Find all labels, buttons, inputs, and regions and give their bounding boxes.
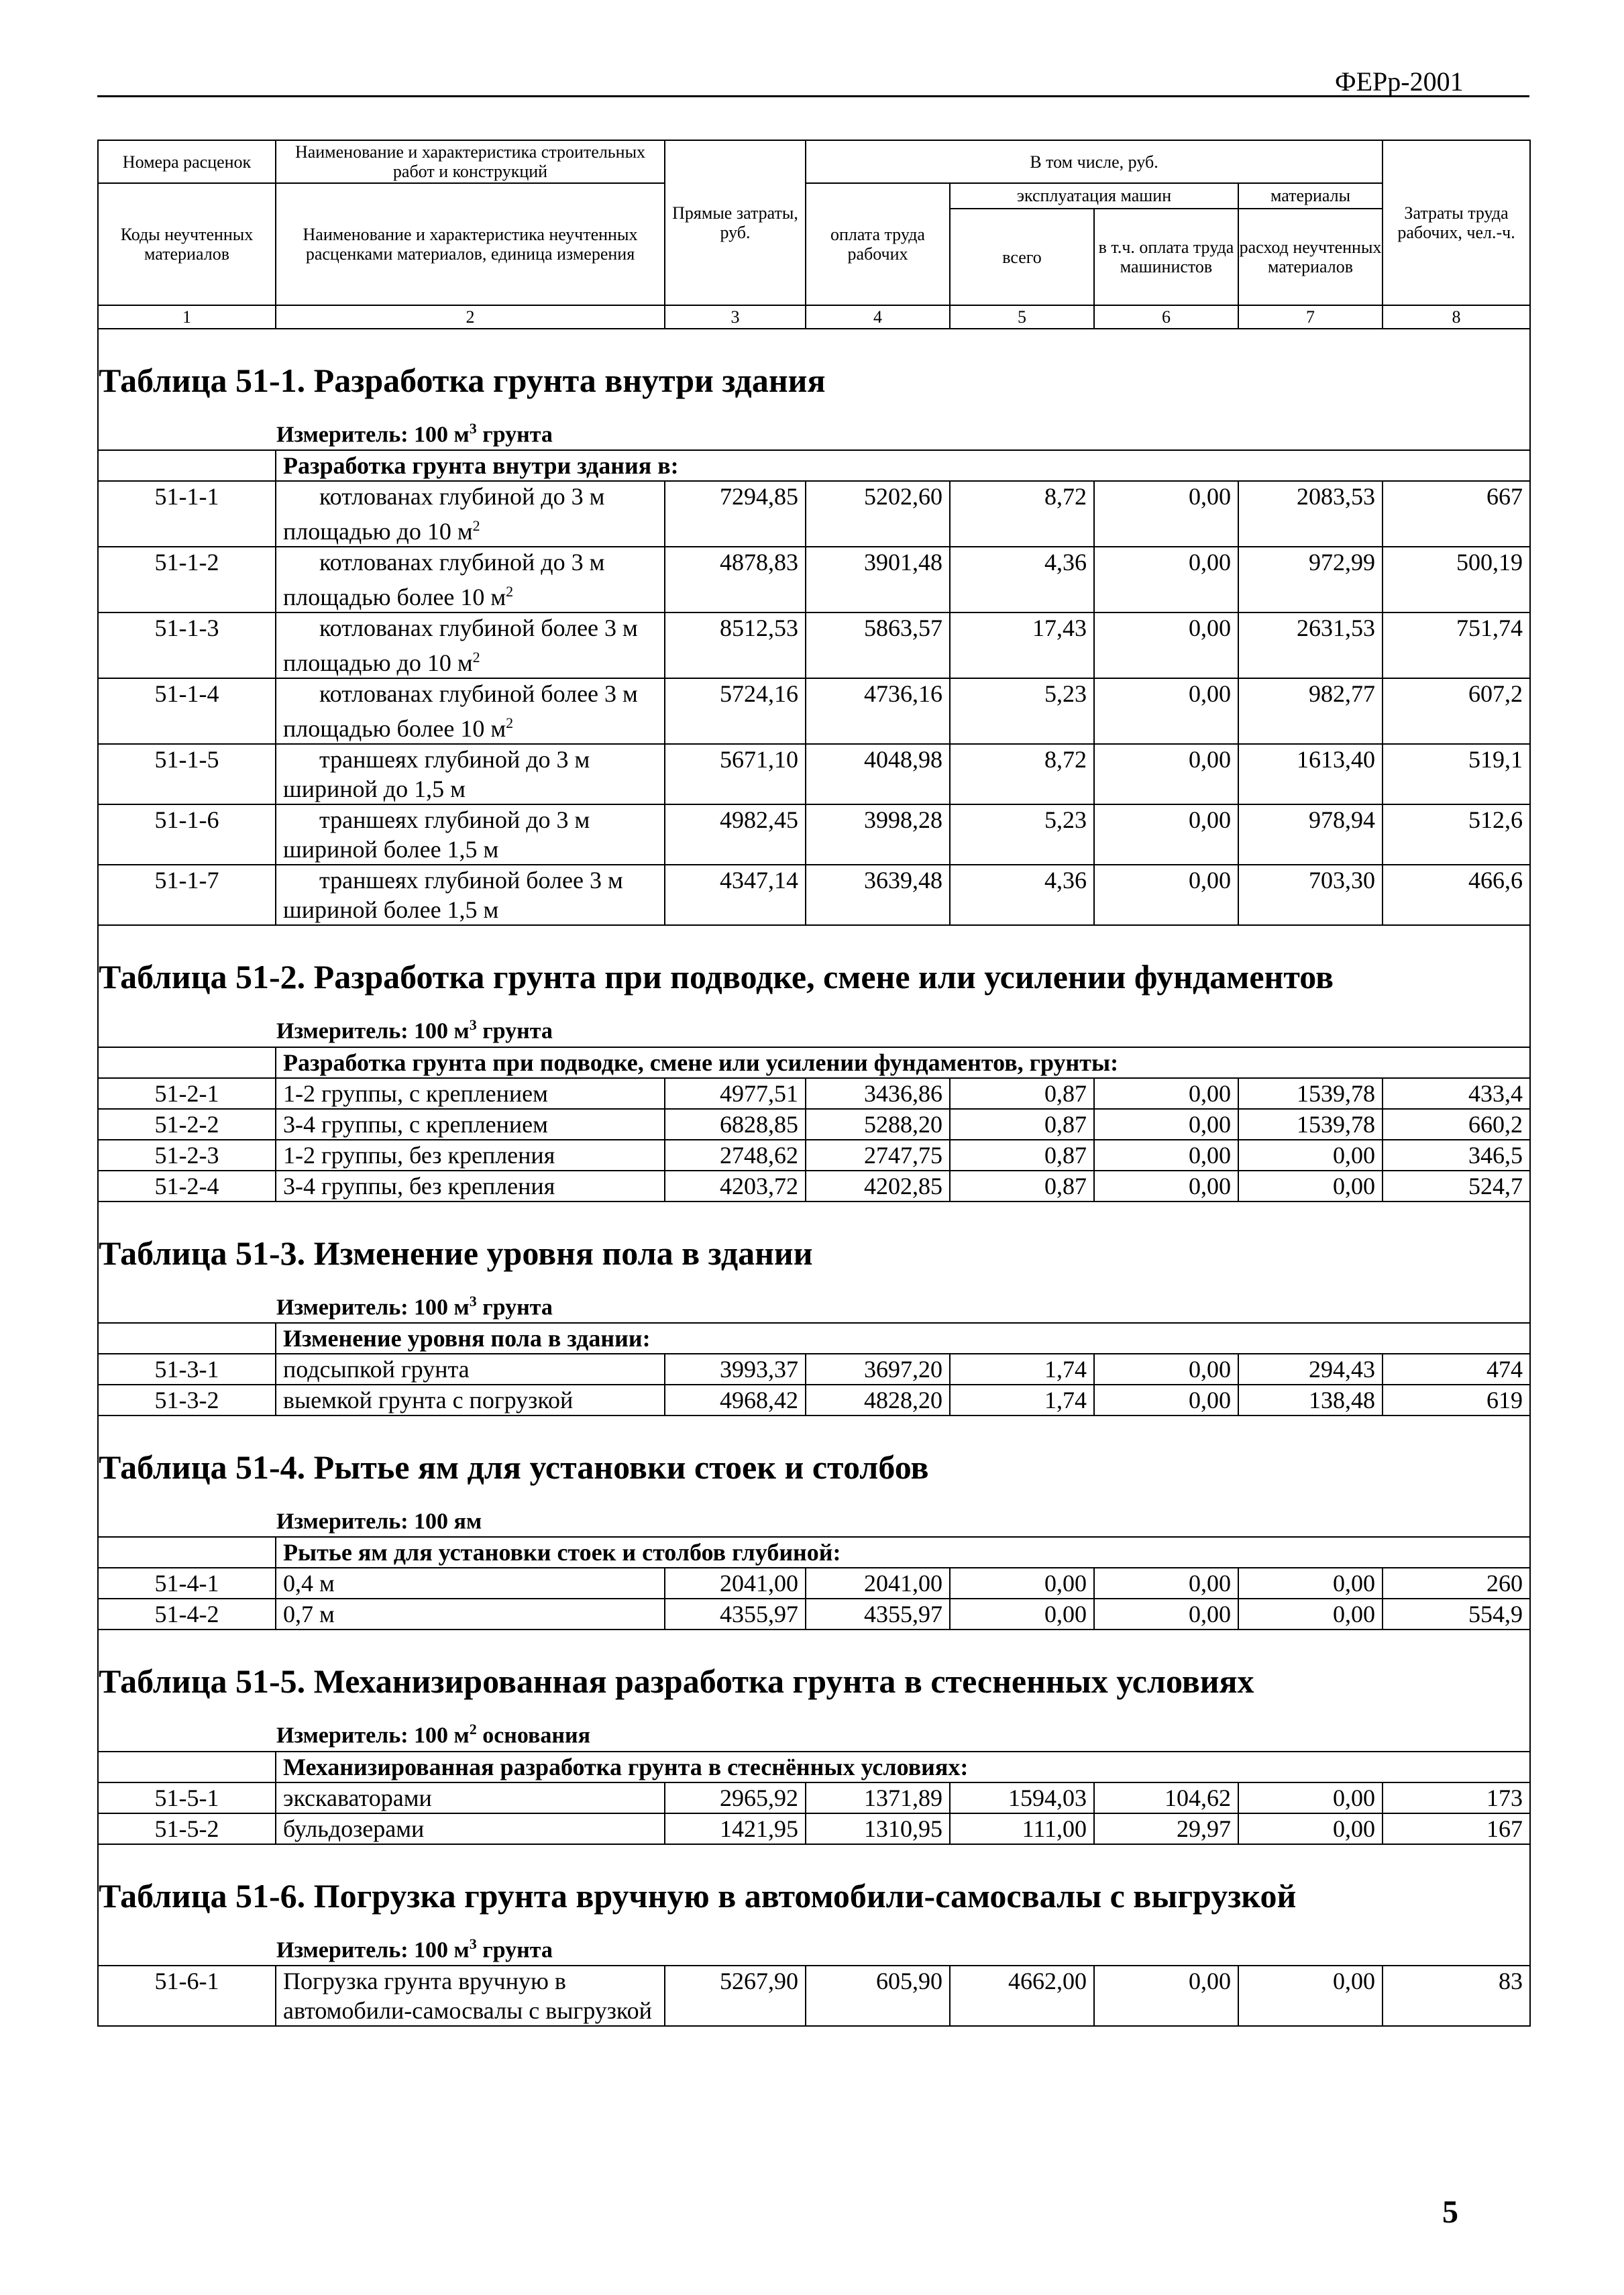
table-title: Таблица 51-2. Разработка грунта при подводке, смене или усилении фундаментов (98, 925, 1530, 1009)
subtitle-row (98, 1752, 1530, 1782)
table-row (98, 744, 1530, 804)
measure-row (98, 413, 1530, 450)
value-col3: 5671,10 (665, 744, 806, 804)
value-col8: 500,19 (1383, 547, 1530, 612)
value-col4: 2747,75 (806, 1140, 950, 1171)
value-col8: 660,2 (1383, 1109, 1530, 1140)
value-col7: 294,43 (1238, 1354, 1383, 1385)
value-col8: 751,74 (1383, 612, 1530, 678)
rate-code: 51-2-1 (98, 1078, 276, 1109)
col1-header-top: Номера расценок (98, 140, 276, 183)
value-col3: 8512,53 (665, 612, 806, 678)
table-row (98, 481, 1530, 547)
machines-header (950, 183, 1238, 305)
rate-code: 51-3-2 (98, 1385, 276, 1416)
col7-header: расход неучтенных материалов (1239, 237, 1382, 276)
measure-text: Измеритель: 100 м (276, 422, 470, 447)
measure-unit (98, 1285, 1530, 1323)
colnum-4: 4 (806, 305, 950, 329)
value-col8: 173 (1383, 1782, 1530, 1813)
value-col6: 0,00 (1094, 678, 1238, 744)
work-name-text: 3-4 группы, с креплением (283, 1110, 548, 1138)
table-subtitle: Разработка грунта при подводке, смене или усилении фундаментов, грунты: (276, 1047, 1530, 1078)
work-name (276, 1966, 665, 2026)
value-col7: 0,00 (1238, 1782, 1383, 1813)
value-col6: 0,00 (1094, 612, 1238, 678)
value-col6: 0,00 (1094, 744, 1238, 804)
value-col8: 667 (1383, 481, 1530, 547)
materials-title: материалы (1239, 184, 1382, 209)
work-name (276, 481, 665, 547)
value-col7: 0,00 (1238, 1599, 1383, 1630)
value-col3: 3993,37 (665, 1354, 806, 1385)
table-title: Таблица 51-4. Рытье ям для установки стоек и столбов (98, 1416, 1530, 1499)
work-name (276, 1599, 665, 1630)
value-col8: 433,4 (1383, 1078, 1530, 1109)
table-row (98, 1171, 1530, 1202)
rate-code: 51-1-7 (98, 865, 276, 925)
work-name-exponent: 2 (506, 714, 514, 732)
measure-text: Измеритель: 100 ям (276, 1509, 482, 1534)
value-col4: 5202,60 (806, 481, 950, 547)
table-subtitle: Изменение уровня пола в здании: (276, 1323, 1530, 1354)
measure-exponent: 2 (469, 1721, 477, 1738)
measure-text: Измеритель: 100 м (276, 1018, 470, 1044)
col4-header: оплата труда рабочих (806, 183, 950, 305)
table-title-row (98, 1630, 1530, 1713)
table-subtitle: Рытье ям для установки стоек и столбов глубиной: (276, 1537, 1530, 1568)
measure-tail: грунта (476, 1018, 553, 1044)
measure-row (98, 1713, 1530, 1751)
header-rule (97, 95, 1529, 97)
table-row (98, 1109, 1530, 1140)
colnum-3: 3 (665, 305, 806, 329)
value-col3: 1421,95 (665, 1813, 806, 1844)
value-col5: 5,23 (950, 678, 1094, 744)
table-body (98, 329, 1530, 2026)
measure-tail: грунта (476, 422, 553, 447)
work-name (276, 865, 665, 925)
work-name-text: котлованах глубиной до 3 м площадью более 10 м (283, 549, 605, 611)
work-name (276, 804, 665, 865)
value-col4: 4355,97 (806, 1599, 950, 1630)
work-name (276, 1109, 665, 1140)
work-name-text: траншеях глубиной до 3 м шириной более 1,5 м (283, 806, 590, 863)
value-col8: 466,6 (1383, 865, 1530, 925)
value-col4: 5863,57 (806, 612, 950, 678)
work-name-exponent: 2 (472, 517, 480, 535)
value-col7: 0,00 (1238, 1813, 1383, 1844)
work-name-text: экскаваторами (283, 1784, 432, 1811)
value-col3: 4347,14 (665, 865, 806, 925)
value-col7: 0,00 (1238, 1568, 1383, 1599)
value-col4: 1310,95 (806, 1813, 950, 1844)
rate-code: 51-1-2 (98, 547, 276, 612)
value-col3: 2748,62 (665, 1140, 806, 1171)
measure-row (98, 1499, 1530, 1537)
table-row (98, 1354, 1530, 1385)
colnum-2: 2 (276, 305, 665, 329)
table-row (98, 678, 1530, 744)
work-name (276, 1813, 665, 1844)
value-col6: 0,00 (1094, 1354, 1238, 1385)
work-name-text: подсыпкой грунта (283, 1355, 470, 1383)
value-col7: 0,00 (1238, 1966, 1383, 2026)
value-col7: 0,00 (1238, 1171, 1383, 1202)
table-title: Таблица 51-3. Изменение уровня пола в здании (98, 1202, 1530, 1285)
rate-code: 51-2-4 (98, 1171, 276, 1202)
column-numbers-row (98, 305, 1530, 329)
value-col8: 167 (1383, 1813, 1530, 1844)
measure-row (98, 1009, 1530, 1047)
measure-row (98, 1285, 1530, 1323)
work-name (276, 1354, 665, 1385)
work-name (276, 547, 665, 612)
work-name (276, 1171, 665, 1202)
value-col8: 524,7 (1383, 1171, 1530, 1202)
work-name-exponent: 2 (506, 583, 514, 600)
table-title-row (98, 1202, 1530, 1285)
page-number: 5 (1442, 2194, 1458, 2230)
value-col7: 0,00 (1238, 1140, 1383, 1171)
table-row (98, 1385, 1530, 1416)
table-row (98, 612, 1530, 678)
value-col5: 0,87 (950, 1078, 1094, 1109)
value-col4: 1371,89 (806, 1782, 950, 1813)
value-col6: 0,00 (1094, 1966, 1238, 2026)
value-col6: 0,00 (1094, 1599, 1238, 1630)
work-name (276, 744, 665, 804)
value-col7: 1613,40 (1238, 744, 1383, 804)
measure-text: Измеритель: 100 м (276, 1294, 470, 1320)
rate-code: 51-4-2 (98, 1599, 276, 1630)
measure-exponent: 3 (469, 1292, 477, 1310)
value-col3: 2041,00 (665, 1568, 806, 1599)
work-name (276, 1568, 665, 1599)
work-name-text: 1-2 группы, с креплением (283, 1079, 548, 1107)
value-col4: 2041,00 (806, 1568, 950, 1599)
subtitle-row (98, 1047, 1530, 1078)
col3-header: Прямые затраты, руб. (665, 140, 806, 305)
rate-code: 51-2-2 (98, 1109, 276, 1140)
measure-exponent: 3 (469, 1935, 477, 1952)
value-col7: 2631,53 (1238, 612, 1383, 678)
value-col8: 607,2 (1383, 678, 1530, 744)
value-col4: 605,90 (806, 1966, 950, 2026)
work-name (276, 1078, 665, 1109)
value-col5: 17,43 (950, 612, 1094, 678)
value-col4: 4048,98 (806, 744, 950, 804)
value-col7: 138,48 (1238, 1385, 1383, 1416)
colnum-7: 7 (1238, 305, 1383, 329)
work-name-text: траншеях глубиной до 3 м шириной до 1,5 м (283, 746, 590, 803)
table-row (98, 547, 1530, 612)
measure-exponent: 3 (469, 420, 477, 437)
value-col5: 0,87 (950, 1109, 1094, 1140)
value-col7: 1539,78 (1238, 1109, 1383, 1140)
subtitle-spacer (98, 450, 276, 481)
value-col7: 2083,53 (1238, 481, 1383, 547)
table-row (98, 804, 1530, 865)
value-col3: 5724,16 (665, 678, 806, 744)
value-col3: 4968,42 (665, 1385, 806, 1416)
table-row (98, 1599, 1530, 1630)
price-table (97, 140, 1531, 2027)
machines-title: эксплуатация машин (951, 184, 1238, 209)
value-col5: 5,23 (950, 804, 1094, 865)
value-col3: 4203,72 (665, 1171, 806, 1202)
work-name-text: выемкой грунта с погрузкой (283, 1386, 574, 1413)
work-name (276, 612, 665, 678)
subtitle-row (98, 1537, 1530, 1568)
value-col8: 474 (1383, 1354, 1530, 1385)
subtitle-spacer (98, 1323, 276, 1354)
value-col5: 111,00 (950, 1813, 1094, 1844)
header-row-2 (98, 183, 1530, 305)
work-name (276, 1385, 665, 1416)
value-col4: 3436,86 (806, 1078, 950, 1109)
value-col4: 5288,20 (806, 1109, 950, 1140)
work-name-text: 3-4 группы, без крепления (283, 1172, 555, 1199)
subtitle-spacer (98, 1537, 276, 1568)
work-name-text: котлованах глубиной более 3 м площадью более 10 м (283, 680, 638, 743)
value-col5: 0,00 (950, 1599, 1094, 1630)
subtitle-spacer (98, 1047, 276, 1078)
header-row-1 (98, 140, 1530, 183)
rate-code: 51-5-1 (98, 1782, 276, 1813)
value-col6: 0,00 (1094, 1171, 1238, 1202)
value-col4: 4828,20 (806, 1385, 950, 1416)
work-name (276, 1140, 665, 1171)
value-col7: 703,30 (1238, 865, 1383, 925)
value-col7: 978,94 (1238, 804, 1383, 865)
value-col8: 619 (1383, 1385, 1530, 1416)
measure-row (98, 1928, 1530, 1966)
table-row (98, 1568, 1530, 1599)
work-name-text: котлованах глубиной до 3 м площадью до 10 м (283, 483, 605, 545)
value-col3: 6828,85 (665, 1109, 806, 1140)
table-title: Таблица 51-6. Погрузка грунта вручную в автомобили-самосвалы с выгрузкой (98, 1844, 1530, 1928)
rate-code: 51-2-3 (98, 1140, 276, 1171)
value-col6: 0,00 (1094, 1140, 1238, 1171)
col8-header: Затраты труда рабочих, чел.-ч. (1383, 140, 1530, 305)
value-col5: 8,72 (950, 481, 1094, 547)
value-col4: 3998,28 (806, 804, 950, 865)
value-col6: 104,62 (1094, 1782, 1238, 1813)
value-col3: 4977,51 (665, 1078, 806, 1109)
value-col8: 512,6 (1383, 804, 1530, 865)
measure-text: Измеритель: 100 м (276, 1937, 470, 1962)
work-name-text: 1-2 группы, без крепления (283, 1141, 555, 1169)
value-col4: 3639,48 (806, 865, 950, 925)
table-subtitle: Механизированная разработка грунта в стеснённых условиях: (276, 1752, 1530, 1782)
included-header: В том числе, руб. (806, 140, 1383, 183)
col5-header: всего (951, 209, 1095, 305)
measure-unit (98, 1499, 1530, 1537)
value-col8: 519,1 (1383, 744, 1530, 804)
value-col8: 554,9 (1383, 1599, 1530, 1630)
value-col6: 0,00 (1094, 481, 1238, 547)
measure-tail: грунта (476, 1937, 553, 1962)
value-col8: 260 (1383, 1568, 1530, 1599)
table-row (98, 1140, 1530, 1171)
table-row (98, 1813, 1530, 1844)
table-title: Таблица 51-5. Механизированная разработка грунта в стесненных условиях (98, 1630, 1530, 1713)
value-col7: 982,77 (1238, 678, 1383, 744)
measure-unit (98, 1713, 1530, 1751)
value-col8: 346,5 (1383, 1140, 1530, 1171)
table-title-row (98, 1844, 1530, 1928)
rate-code: 51-1-4 (98, 678, 276, 744)
value-col3: 5267,90 (665, 1966, 806, 2026)
value-col6: 0,00 (1094, 865, 1238, 925)
value-col7: 1539,78 (1238, 1078, 1383, 1109)
value-col4: 4736,16 (806, 678, 950, 744)
measure-unit (98, 1009, 1530, 1047)
value-col5: 1594,03 (950, 1782, 1094, 1813)
work-name-exponent: 2 (472, 649, 480, 666)
work-name (276, 678, 665, 744)
measure-tail: основания (476, 1723, 590, 1748)
value-col4: 3901,48 (806, 547, 950, 612)
col1-header-bottom: Коды неучтенных материалов (98, 183, 276, 305)
table-row (98, 865, 1530, 925)
value-col3: 4982,45 (665, 804, 806, 865)
col6-header: в т.ч. оплата труда машинистов (1098, 237, 1234, 276)
colnum-5: 5 (950, 305, 1094, 329)
rate-code: 51-5-2 (98, 1813, 276, 1844)
subtitle-spacer (98, 1752, 276, 1782)
value-col5: 4662,00 (950, 1966, 1094, 2026)
rate-code: 51-1-3 (98, 612, 276, 678)
rate-code: 51-1-1 (98, 481, 276, 547)
value-col5: 4,36 (950, 865, 1094, 925)
colnum-6: 6 (1094, 305, 1238, 329)
colnum-8: 8 (1383, 305, 1530, 329)
rate-code: 51-6-1 (98, 1966, 276, 2026)
work-name-text: траншеях глубиной более 3 м шириной более 1,5 м (283, 867, 623, 924)
value-col7: 972,99 (1238, 547, 1383, 612)
value-col4: 3697,20 (806, 1354, 950, 1385)
document-code: ФЕРр-2001 (1335, 66, 1464, 97)
rate-code: 51-4-1 (98, 1568, 276, 1599)
value-col6: 0,00 (1094, 804, 1238, 865)
table-row (98, 1078, 1530, 1109)
rate-code: 51-1-6 (98, 804, 276, 865)
measure-text: Измеритель: 100 м (276, 1723, 470, 1748)
table-title-row (98, 329, 1530, 413)
table-title-row (98, 925, 1530, 1009)
subtitle-row (98, 1323, 1530, 1354)
colnum-1: 1 (98, 305, 276, 329)
value-col6: 0,00 (1094, 1109, 1238, 1140)
value-col5: 1,74 (950, 1385, 1094, 1416)
table-title-row (98, 1416, 1530, 1499)
value-col5: 8,72 (950, 744, 1094, 804)
work-name-text: 0,7 м (283, 1601, 335, 1628)
value-col5: 0,87 (950, 1140, 1094, 1171)
rate-code: 51-3-1 (98, 1354, 276, 1385)
value-col5: 0,00 (950, 1568, 1094, 1599)
value-col6: 0,00 (1094, 1385, 1238, 1416)
measure-exponent: 3 (469, 1016, 477, 1034)
materials-header (1238, 183, 1383, 305)
value-col6: 0,00 (1094, 1568, 1238, 1599)
measure-unit (98, 1928, 1530, 1966)
value-col8: 83 (1383, 1966, 1530, 2026)
value-col6: 29,97 (1094, 1813, 1238, 1844)
value-col4: 4202,85 (806, 1171, 950, 1202)
table-title: Таблица 51-1. Разработка грунта внутри здания (98, 329, 1530, 413)
subtitle-row (98, 450, 1530, 481)
value-col3: 4878,83 (665, 547, 806, 612)
value-col5: 4,36 (950, 547, 1094, 612)
measure-tail: грунта (476, 1294, 553, 1320)
table-row (98, 1966, 1530, 2026)
measure-unit (98, 413, 1530, 450)
work-name (276, 1782, 665, 1813)
machines-subcols (951, 209, 1238, 305)
work-name-text: котлованах глубиной более 3 м площадью до 10 м (283, 615, 638, 677)
work-name-text: 0,4 м (283, 1570, 335, 1597)
table-row (98, 1782, 1530, 1813)
work-name-text: Погрузка грунта вручную в автомобили-самосвалы с выгрузкой (283, 1967, 652, 2024)
table-subtitle: Разработка грунта внутри здания в: (276, 450, 1530, 481)
col2-header-top: Наименование и характеристика строительных работ и конструкций (276, 140, 665, 183)
value-col6: 0,00 (1094, 547, 1238, 612)
work-name-text: бульдозерами (283, 1815, 425, 1842)
value-col3: 2965,92 (665, 1782, 806, 1813)
col2-header-bottom: Наименование и характеристика неучтенных расценками материалов, единица измерения (276, 183, 665, 305)
rate-code: 51-1-5 (98, 744, 276, 804)
value-col6: 0,00 (1094, 1078, 1238, 1109)
value-col5: 1,74 (950, 1354, 1094, 1385)
value-col5: 0,87 (950, 1171, 1094, 1202)
value-col3: 7294,85 (665, 481, 806, 547)
value-col3: 4355,97 (665, 1599, 806, 1630)
